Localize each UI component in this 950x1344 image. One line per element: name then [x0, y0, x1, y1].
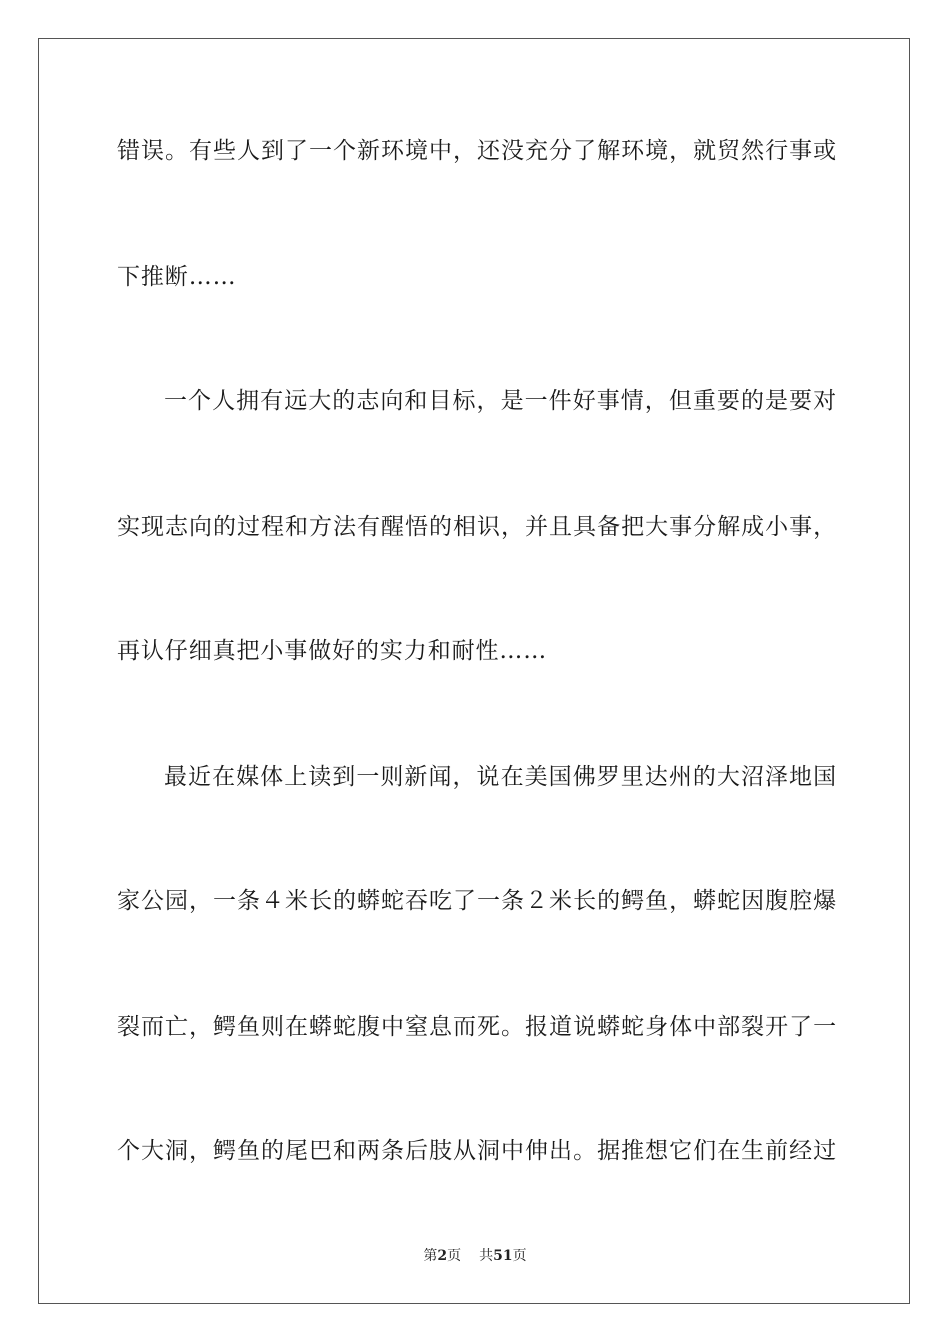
body-line-4: 实现志向的过程和方法有醒悟的相识，并且具备把大事分解成小事，	[117, 514, 837, 540]
body-line-6: 最近在媒体上读到一则新闻，说在美国佛罗里达州的大沼泽地国	[164, 764, 837, 790]
body-line-8: 裂而亡，鳄鱼则在蟒蛇腹中窒息而死。报道说蟒蛇身体中部裂开了一	[117, 1014, 837, 1040]
page-footer	[0, 1247, 950, 1265]
body-line-5: 再认仔细真把小事做好的实力和耐性……	[117, 638, 548, 664]
total-prefix: 共	[479, 1248, 494, 1264]
body-line-3: 一个人拥有远大的志向和目标，是一件好事情，但重要的是要对	[164, 388, 837, 414]
body-line-9: 个大洞，鳄鱼的尾巴和两条后肢从洞中伸出。据推想它们在生前经过	[117, 1138, 837, 1164]
body-line-2: 下推断……	[117, 264, 237, 290]
body-line-1: 错误。有些人到了一个新环境中，还没充分了解环境，就贸然行事或	[117, 138, 837, 164]
total-suffix: 页	[512, 1248, 527, 1264]
body-line-7: 家公园，一条４米长的蟒蛇吞吃了一条２米长的鳄鱼，蟒蛇因腹腔爆	[117, 888, 837, 914]
page-border	[38, 38, 910, 1304]
page-prefix: 第	[423, 1248, 438, 1264]
page-number: 2	[437, 1248, 448, 1264]
total-pages: 51	[493, 1248, 513, 1264]
page-suffix: 页	[447, 1248, 462, 1264]
